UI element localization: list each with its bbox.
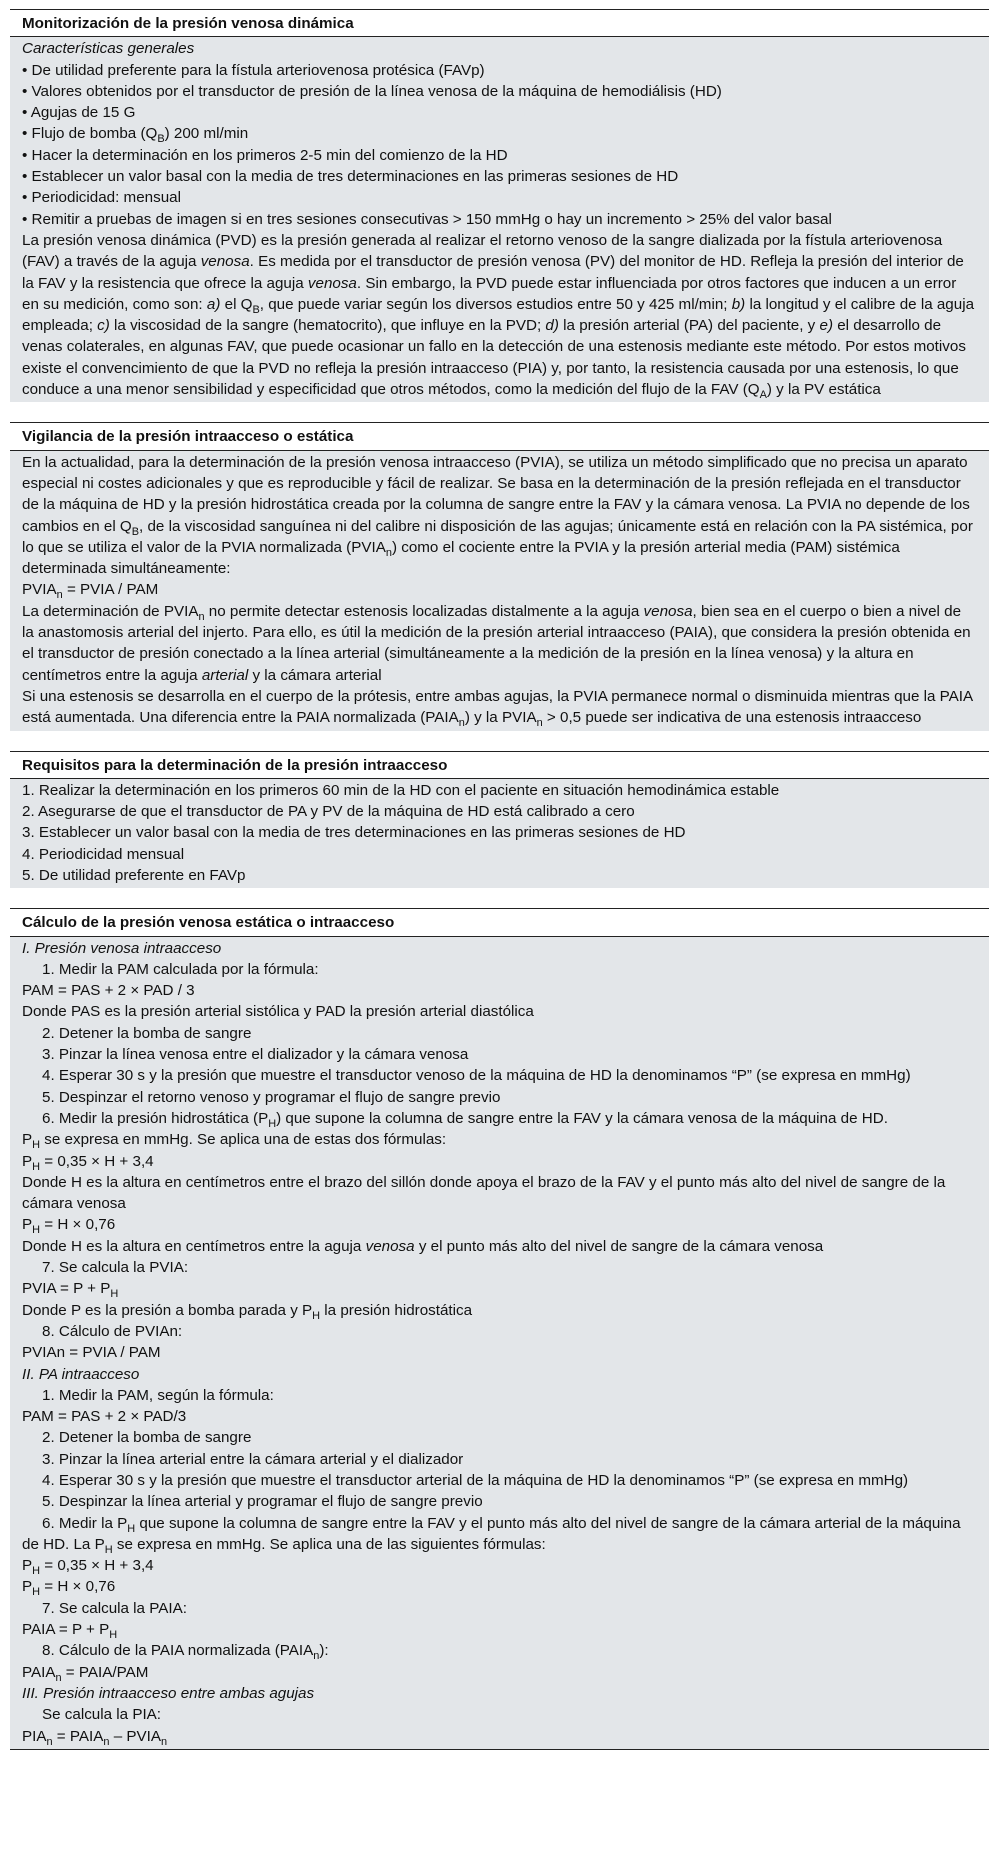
step: 7. Se calcula la PVIA: xyxy=(42,1259,189,1277)
note: Donde H es la altura en centímetros entre la aguja venosa y el punto más alto del nivel de sangre de la cámara venosa xyxy=(22,1237,824,1255)
formula: $PIA_n$ = $PAIA_n$ – $PVIA_n$ xyxy=(22,1727,168,1748)
formula: $PAIA_n$ = PAIA/PAM xyxy=(22,1663,149,1684)
formula: $P_H = 0,35 \times H + 3,4$ xyxy=(22,1557,154,1578)
list-item: 2. Asegurarse de que el transductor de PA y PV de la máquina de HD está calibrado a cero xyxy=(22,803,635,821)
formula: PAM = PAS + 2 × PAD / 3 xyxy=(22,982,195,1000)
formula: PAIA = $P + P_H$ xyxy=(22,1621,118,1641)
formula: $P_H = 0,35 \times H + 3,4$ xyxy=(22,1152,154,1173)
list-item: • Remitir a pruebas de imagen si en tres sesiones consecutivas > 150 mmHg o hay un incremento > 25% del valor basal xyxy=(22,210,832,228)
step: 7. Se calcula la PAIA: xyxy=(42,1599,187,1617)
subtitle-general: Características generales xyxy=(22,40,195,58)
section-title-requirements: Requisitos para la determinación de la presión intraacceso xyxy=(10,751,989,779)
list-item: • Periodicidad: mensual xyxy=(22,189,181,207)
step: 4. Esperar 30 s y la presión que muestre el transductor arterial de la máquina de HD la denominamos “P” (se expresa en mmHg) xyxy=(42,1472,909,1489)
step: 3. Pinzar la línea arterial entre la cámara arterial y el dializador xyxy=(42,1450,464,1468)
step: 3. Pinzar la línea venosa entre el dializador y la cámara venosa xyxy=(42,1046,469,1064)
step: 8. Cálculo de la PAIA normalizada $(PAIA_n)$: xyxy=(42,1642,329,1663)
list-item: • Flujo de bomba $(Q_B)$ 200 ml/min xyxy=(22,125,249,146)
formula: PVIAn = PVIA / PAM xyxy=(22,1344,161,1362)
list-item: • Hacer la determinación en los primeros 2-5 min del comienzo de la HD xyxy=(22,146,508,164)
section-title-pvd: Monitorización de la presión venosa dinámica xyxy=(10,9,989,37)
step: 1. Medir la PAM, según la fórmula: xyxy=(42,1386,274,1404)
step: 5. Despinzar el retorno venoso y programar el flujo de sangre previo xyxy=(42,1088,501,1106)
subheading-venous: I. Presión venosa intraacceso xyxy=(22,939,222,957)
list-item: • De utilidad preferente para la fístula arteriovenosa protésica (FAVp) xyxy=(22,61,485,79)
paragraph-paia: La determinación de $PVIA_n$ no permite detectar estenosis localizadas distalmente a la aguja venosa, bien sea en el cuerpo o bien a nivel de la anastomosis arterial del injerto. Para ello, es útil la medición de la presión arterial intraacceso (PAIA), que considera la presión obtenida en el transductor de presión conectado a la línea arterial (simultáneamente a la medición de la presión en la línea venosa) y la altura en centímetros entre la aguja arterial y la cámara arterial xyxy=(22,602,971,684)
step: 8. Cálculo de PVIAn: xyxy=(42,1322,183,1340)
step: 2. Detener la bomba de sangre xyxy=(42,1429,252,1447)
list-item: • Valores obtenidos por el transductor de presión de la línea venosa de la máquina de hemodiálisis (HD) xyxy=(22,82,722,100)
formula: PVIA = $P + P_H$ xyxy=(22,1280,119,1301)
paragraph-pvd: La presión venosa dinámica (PVD) es la presión generada al realizar el retorno venoso de la sangre dializada por la fístula arteriovenosa (FAV) a través de la aguja venosa. Es medida por el transductor de presión venosa (PV) del monitor de HD. Refleja la presión del interior de la FAV y la resistencia que ofrece la aguja venosa. Sin embargo, la PVD puede estar influenciada por otros factores que inducen a un error en su medición, como son: a) el $Q_B$, que puede variar según los diversos estudios entre 50 y 425 ml/min; b) la longitud y el calibre de la aguja empleada; c) la viscosidad de la sangre (hematocrito), que influye en la PVD; d) la presión arterial (PA) del paciente, y e) el desarrollo de venas colaterales, en algunas FAV, que puede ocasionar un fallo en la detección de una estenosis mediante este método. Por estos motivos existe el convencimiento de que la PVD no refleja la presión intraacceso (PIA) y, por tanto, la resistencia causada por una estenosis, lo que conduce a una menor sensibilidad y especificidad que otros métodos, como la medición del flujo de la FAV $(Q_A)$ y la PV estática xyxy=(22,231,975,401)
formula: $P_H = H \times 0,76$ xyxy=(22,1216,116,1237)
list-item: 4. Periodicidad mensual xyxy=(22,845,185,863)
paragraph-pvia: En la actualidad, para la determinación de la presión venosa intraacceso (PVIA), se utiliza un método simplificado que no precisa un aparato especial ni costes adicionales y que es reproducible y fácil de realizar. Se basa en la determinación de la presión reflejada en el transductor de la máquina de HD y la presión hidrostática creada por la columna de sangre entre la FAV y la cámara venosa. La PVIA no depende de los cambios en el $Q_B$, de la viscosidad sanguínea ni del calibre ni disposición de las agujas; únicamente está en relación con la PA sistémica, por lo que se utiliza el valor de la PVIA normalizada $(PVIA_n)$ como el cociente entre la PVIA y la presión arterial media (PAM) sistémica determinada simultáneamente: xyxy=(22,453,973,578)
subheading-arterial: II. PA intraacceso xyxy=(22,1365,140,1383)
step: 6. Medir la $P_H$ que supone la columna de sangre entre la FAV y el punto más alto del nivel de sangre de la cámara arterial de la máquina de HD. La $P_H$ se expresa en mmHg. Se aplica una de las siguientes fórmulas: xyxy=(22,1514,961,1556)
step: 5. Despinzar la línea arterial y programar el flujo de sangre previo xyxy=(42,1493,483,1511)
list-item: 5. De utilidad preferente en FAVp xyxy=(22,866,246,884)
step: 4. Esperar 30 s y la presión que muestre el transductor venoso de la máquina de HD la denominamos “P” (se expresa en mmHg) xyxy=(42,1067,911,1085)
list-item: • Establecer un valor basal con la media de tres determinaciones en las primeras sesiones de HD xyxy=(22,168,679,186)
step: Se calcula la PIA: xyxy=(42,1706,162,1724)
formula-pvian: $PVIA_n$ = PVIA / PAM xyxy=(22,581,159,602)
step: 1. Medir la PAM calculada por la fórmula: xyxy=(42,960,319,978)
list-item: 1. Realizar la determinación en los primeros 60 min de la HD con el paciente en situación hemodinámica estable xyxy=(22,781,780,799)
section-body-requirements xyxy=(10,779,989,888)
step-continued: $P_H$ se expresa en mmHg. Se aplica una de estas dos fórmulas: xyxy=(22,1131,447,1152)
note: Donde PAS es la presión arterial sistólica y PAD la presión arterial diastólica xyxy=(22,1003,534,1021)
section-title-calculation: Cálculo de la presión venosa estática o intraacceso xyxy=(10,908,989,936)
paragraph-stenosis: Si una estenosis se desarrolla en el cuerpo de la prótesis, entre ambas agujas, la PVIA permanece normal o disminuida mientras que la PAIA está aumentada. Una diferencia entre la PAIA normalizada $(PAIA_n)$ y la $PVIA_n > 0,5$ puede ser indicativa de una estenosis intraacceso xyxy=(22,687,973,730)
list-item: 3. Establecer un valor basal con la media de tres determinaciones en las primeras sesiones de HD xyxy=(22,824,686,842)
formula: $P_H = H \times 0,76$ xyxy=(22,1578,116,1599)
step: 6. Medir la presión hidrostática $(P_H)$ que supone la columna de sangre entre la FAV y la cámara venosa de la máquina de HD. xyxy=(42,1109,888,1130)
section-body-pvd xyxy=(10,37,989,402)
section-body-static xyxy=(10,451,989,731)
note: Donde H es la altura en centímetros entre el brazo del sillón donde apoya el brazo de la FAV y el punto más alto del nivel de sangre de la cámara venosa xyxy=(22,1173,946,1213)
list-item: • Agujas de 15 G xyxy=(22,104,136,122)
formula: PAM = PAS + 2 × PAD/3 xyxy=(22,1408,187,1426)
note: Donde P es la presión a bomba parada y $P_H$ la presión hidrostática xyxy=(22,1301,473,1322)
table-container xyxy=(10,9,989,1750)
section-title-static: Vigilancia de la presión intraacceso o estática xyxy=(10,422,989,450)
section-body-calculation xyxy=(10,937,989,1750)
subheading-between-needles: III. Presión intraacceso entre ambas agujas xyxy=(22,1684,315,1702)
step: 2. Detener la bomba de sangre xyxy=(42,1024,252,1042)
